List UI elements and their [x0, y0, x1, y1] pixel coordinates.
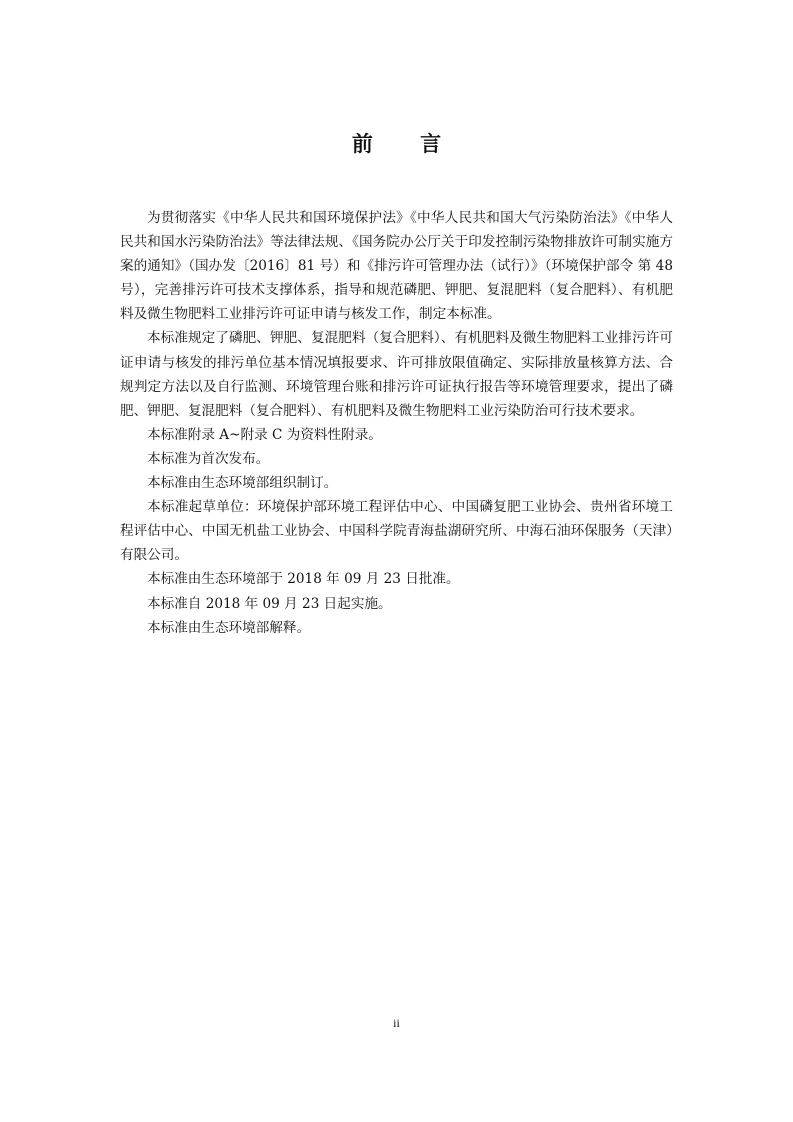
page-title: 前 言 [351, 132, 462, 156]
paragraph-appendix: 本标准附录 A~附录 C 为资料性附录。 [147, 426, 382, 443]
paragraph-scope: 本标准规定了磷肥、钾肥、复混肥料（复合肥料）、有机肥料及微生物肥料工业排污许可证申请与核发的排污单位基本情况填报要求、许可排放限值确定、实际排放量核算方法、合规判定方法以及自行监测、环境管理台账和排污许可证执行报告等环境管理要求，提出了磷肥、钾肥、复混肥料（复合肥料）、有机肥料及微生物肥料工业污染防治可行技术要求。 [120, 330, 673, 419]
paragraph-approval-date: 本标准由生态环境部于 2018 年 09 月 23 日批准。 [147, 571, 460, 588]
paragraph-effective-date: 本标准自 2018 年 09 月 23 日起实施。 [147, 595, 392, 612]
page-number: ii [393, 1016, 400, 1030]
paragraph-organizer: 本标准由生态环境部组织制订。 [147, 475, 338, 492]
preface-body [120, 206, 673, 640]
paragraph-purpose: 为贯彻落实《中华人民共和国环境保护法》《中华人民共和国大气污染防治法》《中华人民共和国水污染防治法》等法律法规、《国务院办公厅关于印发控制污染物排放许可制实施方案的通知》（国办发〔2016〕81 号）和《排污许可管理办法（试行）》（环境保护部令 第 48 号），完善排污许可技术支撑体系，指导和规范磷肥、钾肥、复混肥料（复合肥料）、有机肥料及微生物肥料工业排污许可证申请与核发工作，制定本标准。 [120, 210, 673, 323]
paragraph-interpretation: 本标准由生态环境部解释。 [147, 619, 311, 636]
paragraph-drafting-units: 本标准起草单位：环境保护部环境工程评估中心、中国磷复肥工业协会、贵州省环境工程评估中心、中国无机盐工业协会、中国科学院青海盐湖研究所、中海石油环保服务（天津）有限公司。 [120, 499, 673, 564]
paragraph-first-release: 本标准为首次发布。 [147, 450, 270, 467]
